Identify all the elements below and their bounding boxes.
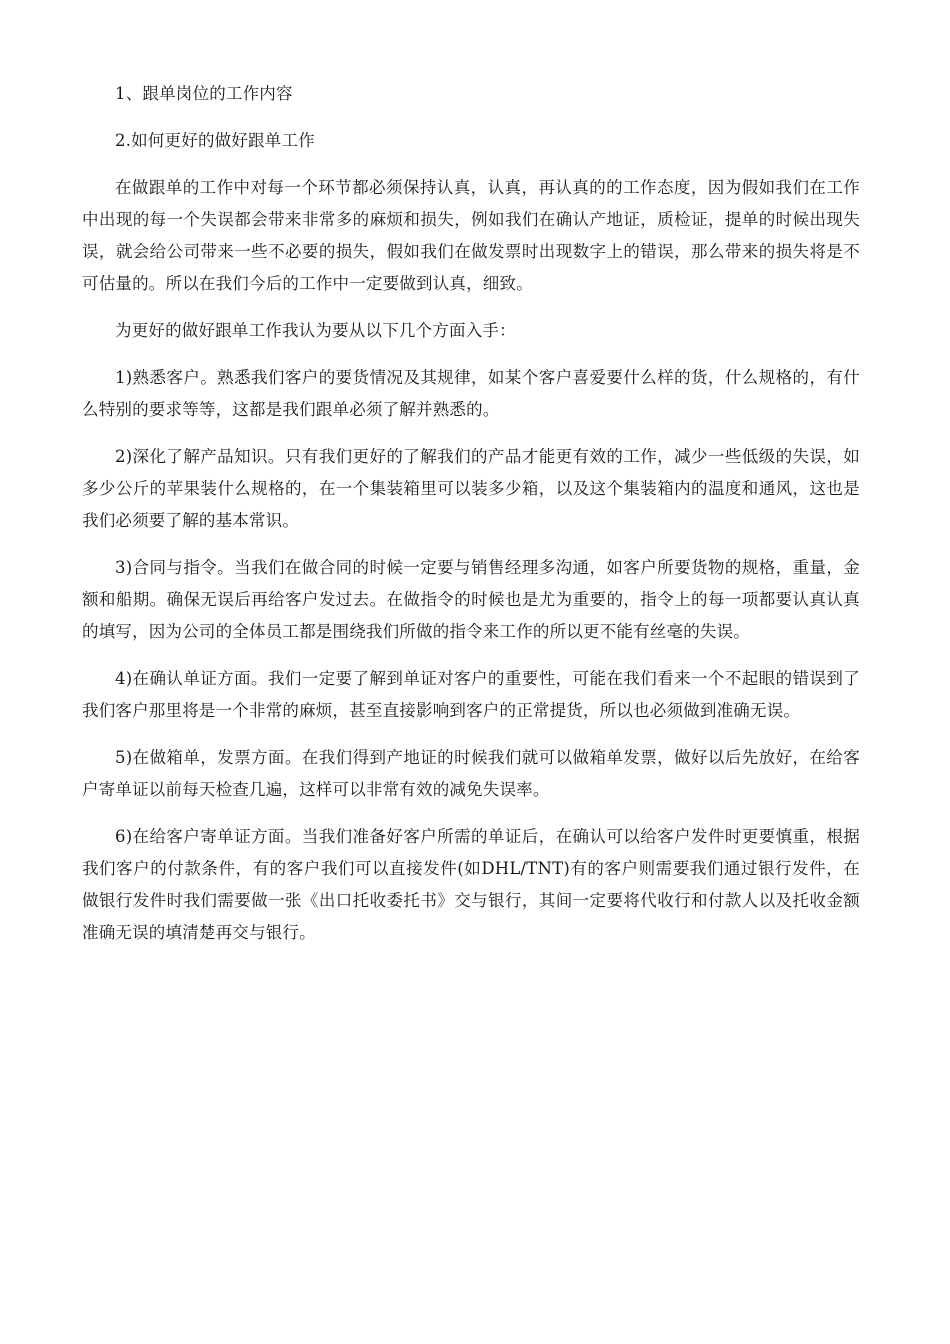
- paragraph-aspects-intro: 为更好的做好跟单工作我认为要从以下几个方面入手：: [115, 321, 516, 340]
- paragraph-intro: 在做跟单的工作中对每一个环节都必须保持认真，认真，再认真的的工作态度，因为假如我们在工作中出现的每一个失误都会带来非常多的麻烦和损失，例如我们在确认产地证，质检证，提单的时候出现失误，就会给公司带来一些不必要的损失，假如我们在做发票时出现数字上的错误，那么带来的损失将是不可估量的。所以在我们今后的工作中一定要做到认真，细致。: [82, 178, 860, 293]
- paragraph-item-3: 3)合同与指令。当我们在做合同的时候一定要与销售经理多沟通，如客户所要货物的规格，重量，金额和船期。确保无误后再给客户发过去。在做指令的时候也是尤为重要的，指令上的每一项都要认真认真的填写，因为公司的全体员工都是围绕我们所做的指令来工作的所以更不能有丝毫的失误。: [82, 558, 860, 641]
- paragraph-item-5: 5)在做箱单，发票方面。在我们得到产地证的时候我们就可以做箱单发票，做好以后先放好，在给客户寄单证以前每天检查几遍，这样可以非常有效的减免失误率。: [82, 748, 860, 799]
- section-heading-2: 2.如何更好的做好跟单工作: [115, 131, 315, 150]
- document-body: [82, 78, 860, 964]
- paragraph-item-1: 1)熟悉客户。熟悉我们客户的要货情况及其规律，如某个客户喜爱要什么样的货，什么规格的，有什么特别的要求等等，这都是我们跟单必须了解并熟悉的。: [82, 368, 860, 419]
- section-heading-1: 1、跟单岗位的工作内容: [115, 84, 293, 103]
- paragraph-item-2: 2)深化了解产品知识。只有我们更好的了解我们的产品才能更有效的工作，减少一些低级的失误，如多少公斤的苹果装什么规格的，在一个集装箱里可以装多少箱，以及这个集装箱内的温度和通风，这也是我们必须要了解的基本常识。: [82, 447, 860, 530]
- paragraph-item-4: 4)在确认单证方面。我们一定要了解到单证对客户的重要性，可能在我们看来一个不起眼的错误到了我们客户那里将是一个非常的麻烦，甚至直接影响到客户的正常提货，所以也必须做到准确无误。: [82, 669, 860, 720]
- paragraph-item-6: 6)在给客户寄单证方面。当我们准备好客户所需的单证后，在确认可以给客户发件时更要慎重，根据我们客户的付款条件，有的客户我们可以直接发件(如DHL/TNT)有的客户则需要我们通过银行发件，在做银行发件时我们需要做一张《出口托收委托书》交与银行，其间一定要将代收行和付款人以及托收金额准确无误的填清楚再交与银行。: [82, 827, 860, 942]
